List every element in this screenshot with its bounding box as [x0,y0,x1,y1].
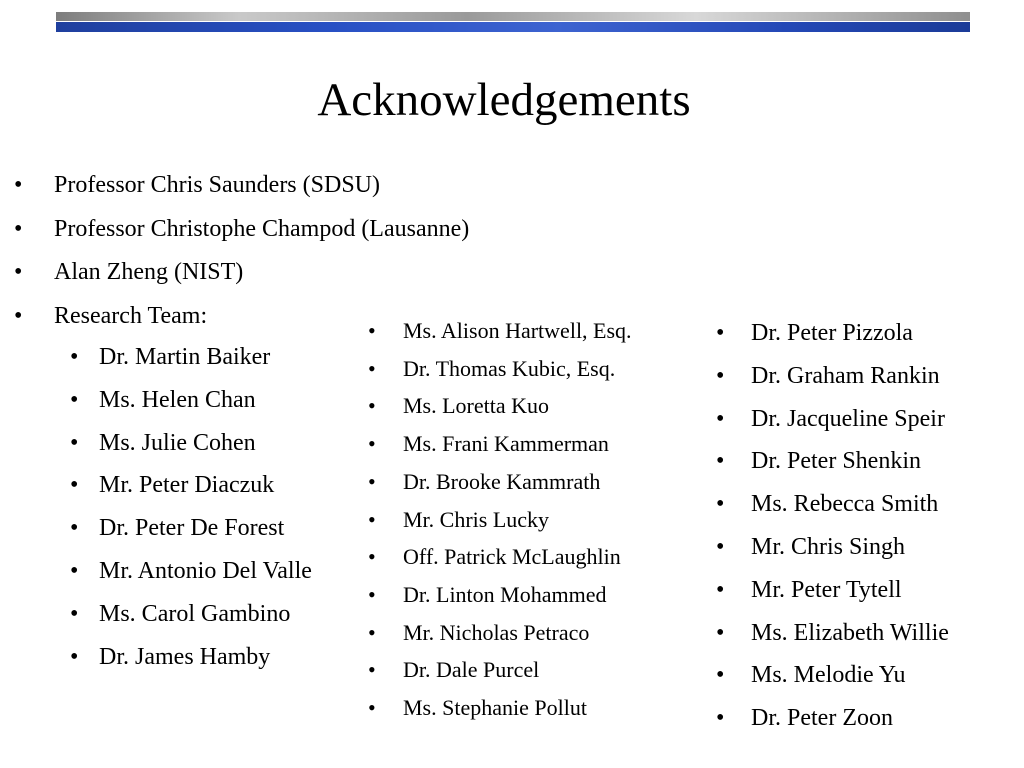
team-member-name: Ms. Helen Chan [99,386,256,413]
list-item [70,636,312,679]
team-member-name: Dr. James Hamby [99,643,271,670]
header-decoration-bar [56,12,970,32]
list-item [716,526,949,569]
team-member-name: Ms. Julie Cohen [99,429,256,456]
list-item [368,350,632,388]
list-item [716,569,949,612]
list-item [716,654,949,697]
bullet-icon: • [368,544,376,570]
bullet-icon: • [716,362,725,389]
team-member-name: Ms. Frani Kammerman [403,431,609,457]
team-member-name: Ms. Rebecca Smith [751,491,939,518]
team-member-name: Dr. Graham Rankin [751,362,940,389]
list-item-label: Professor Christophe Champod (Lausanne) [54,215,470,242]
bullet-icon: • [368,581,376,607]
list-item [716,440,949,483]
team-member-name: Dr. Thomas Kubic, Esq. [403,355,616,381]
list-item-label: Alan Zheng (NIST) [54,259,244,285]
list-item [368,501,632,539]
list-item [70,507,312,550]
list-item [716,312,949,355]
team-member-name: Mr. Peter Diaczuk [99,472,275,499]
list-item [716,398,949,441]
team-member-name: Mr. Chris Lucky [403,506,550,532]
team-member-name: Dr. Brooke Kammrath [403,468,601,494]
bullet-icon: • [716,705,725,732]
team-member-name: Ms. Loretta Kuo [403,393,550,419]
bullet-icon: • [368,393,376,419]
bullet-icon: • [70,386,79,413]
bullet-icon: • [70,344,79,370]
bullet-icon: • [716,448,725,475]
team-member-name: Dr. Martin Baiker [99,344,271,370]
slide-title: Acknowledgements [317,74,691,126]
bullet-icon: • [368,468,376,494]
header-blue-stripe [56,22,970,32]
header-gray-stripe [56,12,970,21]
team-member-name: Dr. Dale Purcel [403,657,540,683]
team-member-name: Ms. Carol Gambino [99,600,291,627]
bullet-icon: • [368,318,376,343]
bullet-icon: • [14,259,23,285]
bullet-icon: • [368,657,376,683]
list-item [368,538,632,576]
list-item [70,550,312,593]
bullet-icon: • [368,506,376,532]
bullet-icon: • [70,515,79,542]
team-member-name: Ms. Alison Hartwell, Esq. [403,318,632,343]
research-team-column-2 [368,312,632,727]
list-item [368,689,632,727]
list-item-label: Professor Chris Saunders (SDSU) [54,172,380,198]
team-member-name: Dr. Linton Mohammed [403,581,607,607]
bullet-icon: • [14,172,23,198]
team-member-name: Mr. Chris Singh [751,533,906,560]
bullet-icon: • [70,557,79,584]
bullet-icon: • [716,405,725,432]
team-member-name: Dr. Peter Zoon [751,705,893,732]
team-member-name: Mr. Nicholas Petraco [403,619,590,645]
list-item [70,422,312,465]
bullet-icon: • [368,431,376,457]
list-item [716,355,949,398]
bullet-icon: • [14,215,23,242]
list-item [368,312,632,350]
bullet-icon: • [368,355,376,381]
list-item [368,425,632,463]
bullet-icon: • [716,576,725,603]
bullet-icon: • [70,643,79,670]
team-member-name: Dr. Jacqueline Speir [751,405,945,432]
bullet-icon: • [14,302,23,329]
team-member-name: Dr. Peter Pizzola [751,320,913,346]
list-item [70,464,312,507]
team-member-name: Dr. Peter De Forest [99,515,285,542]
bullet-icon: • [368,695,376,721]
team-member-name: Mr. Peter Tytell [751,576,902,603]
list-item [368,651,632,689]
list-item [70,379,312,422]
list-item [716,483,949,526]
bullet-icon: • [716,533,725,560]
list-item [70,593,312,636]
list-item [368,463,632,501]
bullet-icon: • [70,429,79,456]
list-item [368,614,632,652]
bullet-icon: • [716,662,725,689]
bullet-icon: • [716,320,725,346]
bullet-icon: • [716,491,725,518]
list-item [14,164,469,208]
team-member-name: Ms. Melodie Yu [751,662,906,689]
research-team-column-1 [70,336,312,678]
list-item [14,208,469,252]
bullet-icon: • [368,619,376,645]
list-item [70,336,312,379]
list-item [716,697,949,740]
list-item [716,612,949,655]
team-member-name: Ms. Elizabeth Willie [751,619,949,646]
list-item [14,251,469,295]
bullet-icon: • [70,472,79,499]
bullet-icon: • [70,600,79,627]
list-item-label: Research Team: [54,302,208,329]
team-member-name: Ms. Stephanie Pollut [403,695,587,721]
team-member-name: Off. Patrick McLaughlin [403,544,621,570]
list-item [368,576,632,614]
list-item [368,387,632,425]
team-member-name: Mr. Antonio Del Valle [99,557,312,584]
bullet-icon: • [716,619,725,646]
research-team-column-3 [716,312,949,740]
team-member-name: Dr. Peter Shenkin [751,448,921,475]
